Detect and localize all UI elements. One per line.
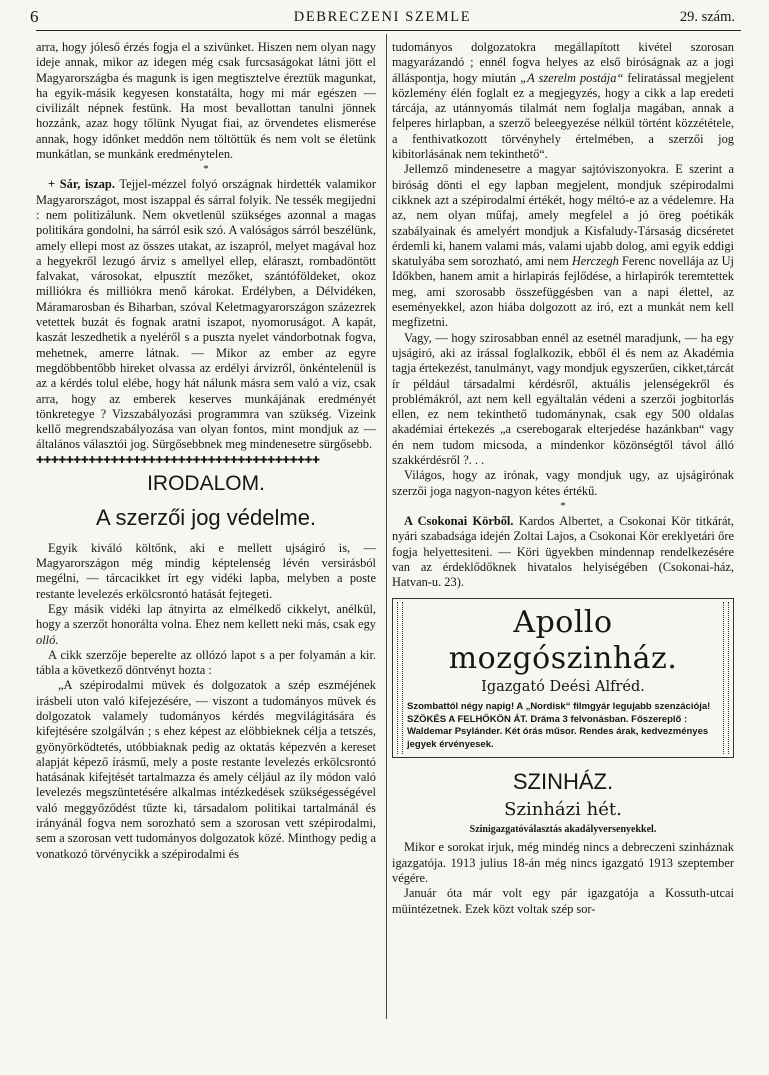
article-title: Szinházi hét. [504, 799, 622, 821]
article-italic: „A szerelm postája“ [520, 70, 624, 85]
article-text: tudományos dolgozatokra megállapított kivétel szorosan magyarázandó ; ennél fogva helyes az első biróságnak az a jogi álláspontja, hogy miután [392, 40, 734, 85]
page-header [30, 6, 735, 28]
header-rule [36, 30, 741, 31]
section-title-irodalom: IRODALOM. [147, 471, 265, 495]
article-italic: Herczegh [571, 254, 619, 269]
article-text: Ferenc novellája az Uj Időkben, hanem amit a hirlapirás fejlődése, a hirlapirók teremtettek meg, ami szorosabb összefüggésben van a napi élettel, az eseményekkel, azon hiába dolgozott az iró, ezt a munkát nem kell megfizetni. [392, 254, 734, 330]
ad-line-2: SZÖKÉS A FELHŐKÖN ÁT. Dráma 3 felvonásban. Főszereplő : Waldemar Psylánder. Két órás műsor. Rendes árak, kedvezményes jegyek érvényesek. [407, 713, 709, 750]
ad-line-1: Szombattól négy napig! A „Nordisk“ filmgyár legujabb szenzációja! [407, 701, 711, 713]
article-paragraph: Világos, hogy az irónak, vagy mondjuk ugy, az ujságirónak szerzői joga nagyon-nagyon kétes értékű. [392, 468, 734, 498]
journal-title: DEBRECZENI SZEMLE [293, 9, 472, 25]
cinema-advertisement [392, 598, 734, 758]
intro-paragraph: arra, hogy jóleső érzés fogja el a szivünket. Hiszen nem olyan nagy ideje annak, mikor az idegen még csak furcsaságokat látni jött el Magyarországba és magunk is igen megtisztelve éreztük magunkat, ha egyik-másik kegyesen konstatálta, hogy mi már egészen — civilizált népnek festünk. Ha most bevallottan tanulni jönnek hozzánk, azaz hogy tőlünk Nyugat fiai, az örvendetes elismerése annak, hogy időnket meddőn nem töltöttük és nem volt se életünk munkátlan, se munkánk eredménytelen. [36, 40, 376, 162]
ornament-divider: ✚✚✚✚✚✚✚✚✚✚✚✚✚✚✚✚✚✚✚✚✚✚✚✚✚✚✚✚✚✚✚✚✚✚✚✚✚✚ [36, 455, 320, 466]
separator-star: * [560, 499, 566, 512]
right-column [392, 40, 734, 917]
article-paragraph: Vagy, — hogy szirosabban ennél az esetnél maradjunk, — ha egy ujságiró, aki az irással foglalkozik, ebből él és nem az Akadémia tagja értekezést, tanulmányt, vagy mondjuk egyszerűen, cikket,tárcát ír például társadalmi kérdésről, aktuális jelenségekről és problémákról, azt nem kell egyáltalán védeni a szerzői jogbitorlás ellen, ez nem tekinthető tudománynak, csak egy 500 oldalas akadémiai értekezés „a cserebogarak elterjedése hazánkban“ vagy én nem tudom micsoda, a mindenkor közönségtől távol álló szakkérdésről ?. . . [392, 330, 734, 468]
issue-number: 29. szám. [679, 9, 735, 25]
article-paragraph: A cikk szerzője beperelte az ollózó lapot s a per folyamán a kir. tábla a következő döntvényt hozta : [36, 647, 376, 678]
court-ruling-quote [36, 678, 376, 862]
article-text: Jellemző mindenesetre a magyar sajtóviszonyokra. E szerint a biróság dönti el egy lapban megjelent, mondjuk szépirodalmi cikknek azt a szépirodalmi értékét, hogy méltó-e az a védelemre. Ha az, nem olyan műfaj, amely megfelel a jó öreg poétikák szabályainak és amelyért mondjuk a Kisfaludy-Társaság dicséretet érdemli ki, hanem valami más, valami ujabb dolog, ami egyik eddigi skatulyába sem sorozható, ami nem [392, 162, 734, 269]
left-column [36, 40, 376, 862]
quote-text: „A szépirodalmi müvek és dolgozatok a szép eszméjének irásbeli uton való kifejezésére, — viszont a tudományos müvek és dolgozatok valamely tudományos kérdés megvilágitására és kifejtésére szolgálván ; s ehez képest az elöbbieknek célja a tetszés, gyönyörködtetés, utóbbiaknak pedig az oktatás képezvén a kereset alapját képező írásmű, mely a poste restante levelezés erkölcsrontó hatásának kifejtését tartalmazza és amely céljául az íly módon való levelezés megszüntetésére alkalmas intézkedések szükségességével való meggyőződést tűzte ki, társadalom politikai tartalmánál és irányánál fogva nem sorozható sem a szorosan vett szépirodalmi, sem a szorosan vett tudományos dolgozatok közé. Minthogy pedig a vonatkozó törvénycikk a szépirodalmi és [36, 678, 376, 861]
section-title-szinhaz: SZINHÁZ. [512, 769, 614, 795]
article-italic: olló [36, 632, 56, 647]
article-paragraph: Január óta már volt egy pár igazgatója a Kossuth-utcai müintézetnek. Ezek közt voltak szép sor- [392, 886, 734, 916]
article-paragraph: Mikor e sorokat irjuk, még mindég nincs a debreczeni szinháznak igazgatója. 1913 julius 18-án még nincs igazgató 1913 szeptember végére. [392, 840, 734, 885]
news-item-text: Tejjel-mézzel folyó országnak hirdették valamikor Magyarországot, most iszappal és sárral folyik. Ne tessék megijedni : nem politizálunk. Nem okvetlenül szükséges azonnal a magas politikára gondolni, ha sárról esik szó. A valóságos sárról beszélünk, amely ellepi most az összes utakat, az iszapról, melyet magával hoz a hegyekről lezugó árviz s amellyel ellep, eláraszt, rombadöntött falvakat, városokat, elpusztít mezőket, szántóföldeket, okoz milliókra és milliókra menő károkat. Erdélyben, a Délvidéken, Máramarosban és Biharban, szóval Keletmagyarországon százezrek vetettek buzát és fognak aratni iszapot, nyomoruságot. A kapát, kaszát leszedhetik a nyeléről s a puszta nyelet vándorbotnak fogva, mehetnek, amerre látnak. — Mikor az ember az egyre megdöbbentőbb hireket olvassa az erdélyi árvizről, önkéntelenül is az a kérdés tolul elébe, hogy hát nálunk másra sem való a viz, csak arra, hogy az emberek keserves munkájának eredményét tönkretegye ? Vizszabályozási programmra van szükség. Vizeink kellő megrendszabályozása van olyan fontos, mint mondjuk az — általános választói jog. Sürgősebbnek meg mindenesetre sürgősebb. [36, 177, 377, 452]
article-paragraph [392, 162, 734, 330]
ad-director: Igazgató Deési Alfréd. [481, 679, 645, 696]
news-item-heading: + Sár, iszap. [48, 177, 115, 192]
article-continuation [392, 40, 734, 162]
news-item-csokonai [392, 514, 734, 590]
news-item-text: Kardos Albertet, a Csokonai Kör titkárát, nyári szabadsága idején Zoltai Lajos, a Csokonai Kör ereklyetári őre fogja helyettesiteni. — Köri ügyekben mindennap rendelkezésére van az érdeklődőknek hivatalos helyiségében (Csokonai-ház, Hatvan-u. 23). [392, 513, 735, 590]
article-text: Egy másik vidéki lap átnyirta az elmélkedő cikkelyt, anélkül, hogy a szerzőt honorálta volna. Ehez nem kellett neki más, csak egy [36, 601, 376, 632]
article-paragraph [36, 602, 376, 648]
article-text: feliratással megjelent közlemény élén foglalt ez a megjegyzés, hogy a cikk a lap eredeti tárcája, az utánnyomás tilalmát nem foglalja magában, annak a felperes hirlapban, a szerző beleegyezése nélkül történt közzététele, a fenthivatkozott törvényhely értelmében, a szerzői jog kibitorlásának nem tekinthető“. [392, 70, 735, 162]
article-subtitle: Szinigazgatóválasztás akadályversenyekkel. [469, 824, 657, 836]
separator-star: * [203, 163, 209, 176]
article-text: . [55, 632, 59, 647]
ad-title: Apollo mozgószinház. [448, 605, 678, 677]
column-divider [386, 34, 387, 1019]
article-title: A szerzői jog védelme. [95, 504, 317, 530]
page-number: 6 [30, 7, 39, 26]
news-item-sar [36, 177, 376, 452]
news-item-heading: A Csokonai Körből. [404, 513, 514, 528]
article-paragraph: Egyik kiváló költőnk, aki e mellett ujságiró is, — Magyarországon még mindig képtelenség lévén versirásból megélni, — tárcacikket írt egy vidéki lapba, melyben a poste restante levelezés erkölcsrontó hatását fejtegeti. [36, 540, 376, 601]
